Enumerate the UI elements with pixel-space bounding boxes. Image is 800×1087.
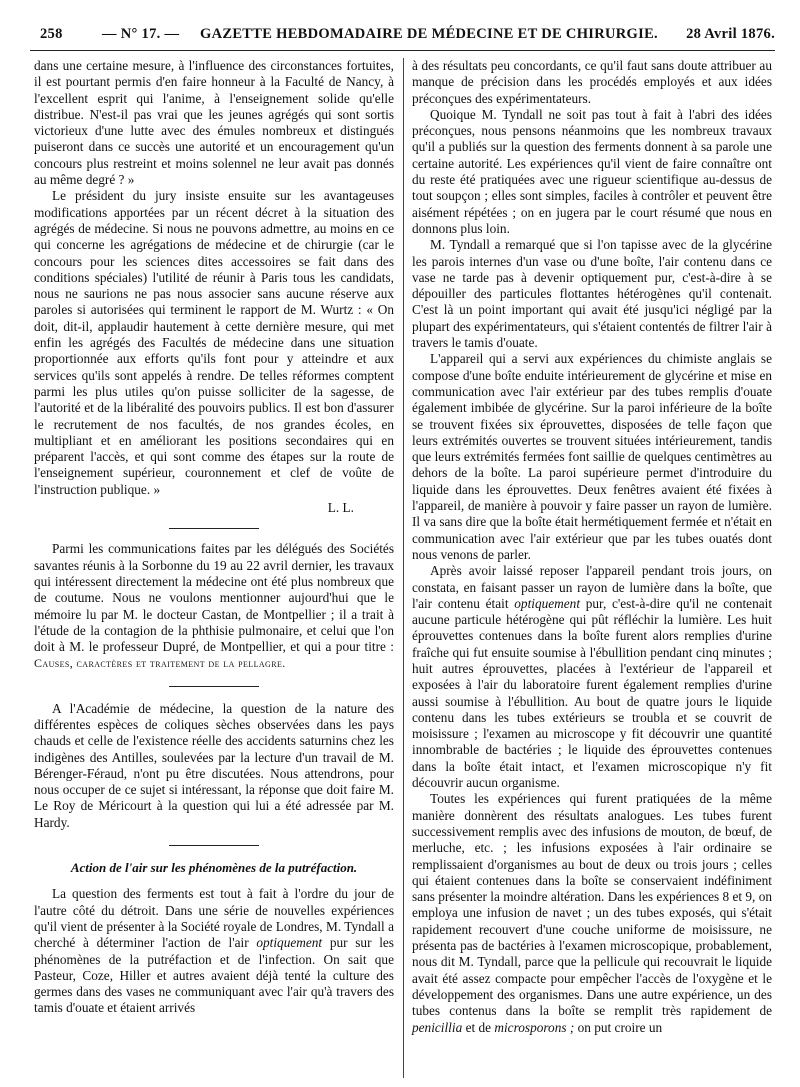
left-column — [34, 58, 394, 1017]
issue-number: — N° 17. — — [102, 26, 180, 42]
emphasis-text: penicillia — [412, 1019, 463, 1035]
right-column — [412, 58, 772, 1036]
emphasis-text: optiquement — [256, 935, 323, 951]
right-paragraph-5: Après avoir laissé reposer l'appareil pendant trois jours, on constata, en faisant passer un rayon de lumière dans la boîte, que l'air contenu était optiquement pur, c'est-à-dire qu'il ne contenait aucune particule hétérogène qui pût réfléchir la lumière. Les huit éprouvettes contenues dans la boîte furent alors remplies d'urine fraîche qui fut ensuite soumise à l'ébullition pendant cinq minutes ; huit autres éprouvettes, placées à l'extérieur de l'appareil et exposées à l'air du laboratoire furent également remplies d'urine aussi soumise à l'ébullition. Au bout de quatre jours le liquide contenu dans les tubes extérieurs se troubla et se couvrit de moisissure ; l'examen au microscope y fit découvrir une quantité innombrable de bactéries ; le liquide des éprouvettes contenues dans la boîte était intact, et l'examen microscopique n'y fit découvrir aucun organisme. — [412, 563, 773, 791]
section-title: Action de l'air sur les phénomènes de la putréfaction. — [70, 860, 358, 876]
right-paragraph-4: L'appareil qui a servi aux expériences du chimiste anglais se compose d'une boîte enduite intérieurement de glycérine et mise en communication avec l'air extérieur par des tubes remplis d'ouate également imbibée de glycérine. Sur la paroi inférieure de la boîte se trouvent fixées six éprouvettes, disposées de telle façon que leurs extrémités ouvertes se trouvent situées intérieurement, tandis que leurs extrémités fermées font saillie de quelques centimètres au dehors de la boîte. La paroi supérieure permet d'introduire du liquide dans les éprouvettes. Deux fenêtres avaient été fixées à l'appareil, de manière à pouvoir y faire passer un rayon de lumière. Il va sans dire que la boîte était hermétiquement fermée et n'était en communication avec l'air extérieur que par les tubes ouatés dont nous venons de parler. — [412, 351, 772, 562]
issue-date: 28 Avril 1876. — [686, 26, 775, 42]
column-divider — [403, 58, 404, 1078]
left-paragraph-4: A l'Académie de médecine, la question de la nature des différentes espèces de coliques sèches observées dans les pays chauds et celle de l'existence réelle des accidents saturnins chez les indigènes des Antilles, soulevées par la lecture d'un travail de M. Bérenger-Féraud, n'ont pu être discutées. Nous attendrons, pour nous occuper de ce sujet si intéressant, la réponse que doit faire M. Le Roy de Méricourt à la question qui lui a été adressée par M. Hardy. — [34, 700, 394, 830]
right-paragraph-3: M. Tyndall a remarqué que si l'on tapisse avec de la glycérine les parois internes d'un vase ou d'une boîte, l'air contenu dans ce vase ne tarde pas à devenir optiquement pur, c'est-à-dire à se dépouiller des particules flottantes hétérogènes qu'il contenait. C'est là un point important qui avait été jusqu'ici négligé par la plupart des expérimentateurs, qui s'étaient contentés de filtrer l'air à travers le tamis d'ouate. — [412, 237, 772, 351]
separator-rule — [169, 528, 259, 529]
separator-rule — [169, 686, 259, 687]
emphasis-text: optiquement — [514, 595, 581, 611]
left-paragraph-3 — [34, 541, 394, 671]
journal-title: GAZETTE HEBDOMADAIRE DE MÉDECINE ET DE CHIRURGIE. — [200, 26, 658, 42]
header-rule — [30, 50, 775, 51]
left-paragraph-1: dans une certaine mesure, à l'influence des circonstances fortuites, il est pourtant permis d'en faire honneur à la Faculté de Nancy, à l'excellent esprit qui l'anime, à l'enseignement solide qu'elle distribue. N'est-il pas vrai que les jeunes agrégés qui sont sortis victorieux d'une lutte avec des émules nombreux et distingués puiseront dans ce succès une autorité et un encouragement qu'un concours plus restreint et moins solennel ne leur avait pas donnés au même degré ? » — [34, 58, 394, 188]
left-paragraph-2: Le président du jury insiste ensuite sur les avantageuses modifications apportées par un récent décret à la situation des agrégés de médecine. Si nous ne pouvons admettre, au moins en ce qui concerne les agrégations de médecine et de chirurgie (car le concours pour les sciences dites accessoires se fait dans des conditions spéciales) l'utilité de réunir à Paris tous les candidats, nous ne saurions ne pas nous associer sans aucune réserve aux paroles si autorisées qui terminent le rapport de M. Wurtz : « On doit, dit-il, applaudir hautement à cette dernière mesure, qui met enfin les agrégés des Facultés de médecine dans une situation proportionnée aux efforts qu'ils font pour y atteindre et aux services qu'ils sont appelés à rendre. De telles réformes comptent parmi les plus utiles qu'on puisse solliciter de la sagesse, de l'autorité et de la libéralité des pouvoirs publics. Il est bon d'assurer le recrutement de nos facultés, de nos grandes écoles, en multipliant et en améliorant les positions secondaires qui en préparent l'accès, et qui sont comme des étapes sur la route de l'enseignement supérieur, couronnement et clef de voûte de l'instruction publique. » — [34, 188, 394, 497]
separator-rule — [169, 845, 259, 846]
pellagre-title: Causes, caractères et traitement de la pellagre. — [34, 656, 286, 671]
author-signature: L. L. — [327, 500, 354, 516]
page-number: 258 — [40, 26, 63, 42]
right-paragraph-6: Toutes les expériences qui furent pratiquées de la même manière donnèrent des résultats analogues. Les tubes furent successivement remplis avec des infusions de mouton, de bœuf, de merluche, etc. ; les infusions exposées à l'air ordinaire se remplissaient d'organismes au bout de deux ou trois jours ; celles qui étaient contenues dans la boîte se conservaient indéfiniment sans présenter la moindre altération. Dans les expériences 8 et 9, on employa une infusion de navet ; un des tubes exposés, qui s'était rapidement recouvert d'une couche uniforme de moisissure, ne présenta pas de bactéries à l'examen microscopique, probablement, nous dit M. Tyndall, parce que la pellicule qui recouvrait le liquide avait été assez compacte pour empêcher l'accès de l'oxygène et le développement des organismes. Dans une autre expérience, un des tubes contenus dans la boîte se remplit très rapidement de penicillia et de microsporons ; on put croire un — [412, 791, 772, 1035]
societies-text: Parmi les communications faites par les délégués des Sociétés savantes réunis à la Sorbonne du 19 au 22 avril dernier, les travaux qui intéressent directement la médecine ont été plus nombreux que de coutume. Nous ne voulons mentionner aujourd'hui que le mémoire lu par M. le docteur Castan, de Montpellier ; il a trait à l'étude de la contagion de la phthisie pulmonaire, et celui que l'on doit à M. le professeur Dupré, de Montpellier, et qui a pour titre : — [34, 541, 394, 655]
right-paragraph-2: Quoique M. Tyndall ne soit pas tout à fait à l'abri des idées préconçues, nous pensons néanmoins que les nombreux travaux qu'il a publiés sur la question des ferments donnent à sa parole une certaine autorité. Les expériences qu'il vient de faire connaître ont du reste été pratiquées avec une rigueur scientifique au-dessus de tout soupçon ; elles sont simples, faciles à contrôler et peuvent être aisément répétées ; on en jugera par le court résumé que nous en donnons plus loin. — [412, 106, 772, 236]
left-paragraph-5: La question des ferments est tout à fait à l'ordre du jour de l'autre côté du détroit. Dans une série de nouvelles expériences qu'il vient de présenter à la Société royale de Londres, M. Tyndall a cherché à déterminer l'action de l'air optiquement pur sur les phénomènes de la putréfaction et de l'infection. On sait que Pasteur, Coze, Hiller et autres avaient déjà tenté la culture des germes dans des vases ne communiquant avec l'air qu'à travers des tamis d'ouate et étaient arrivés — [34, 886, 394, 1016]
right-paragraph-1: à des résultats peu concordants, ce qu'il faut sans doute attribuer au manque de précision dans les procédés employés et aux idées préconçues des expérimentateurs. — [412, 58, 772, 106]
emphasis-text: microsporons ; — [494, 1019, 575, 1035]
page-header — [30, 26, 775, 48]
